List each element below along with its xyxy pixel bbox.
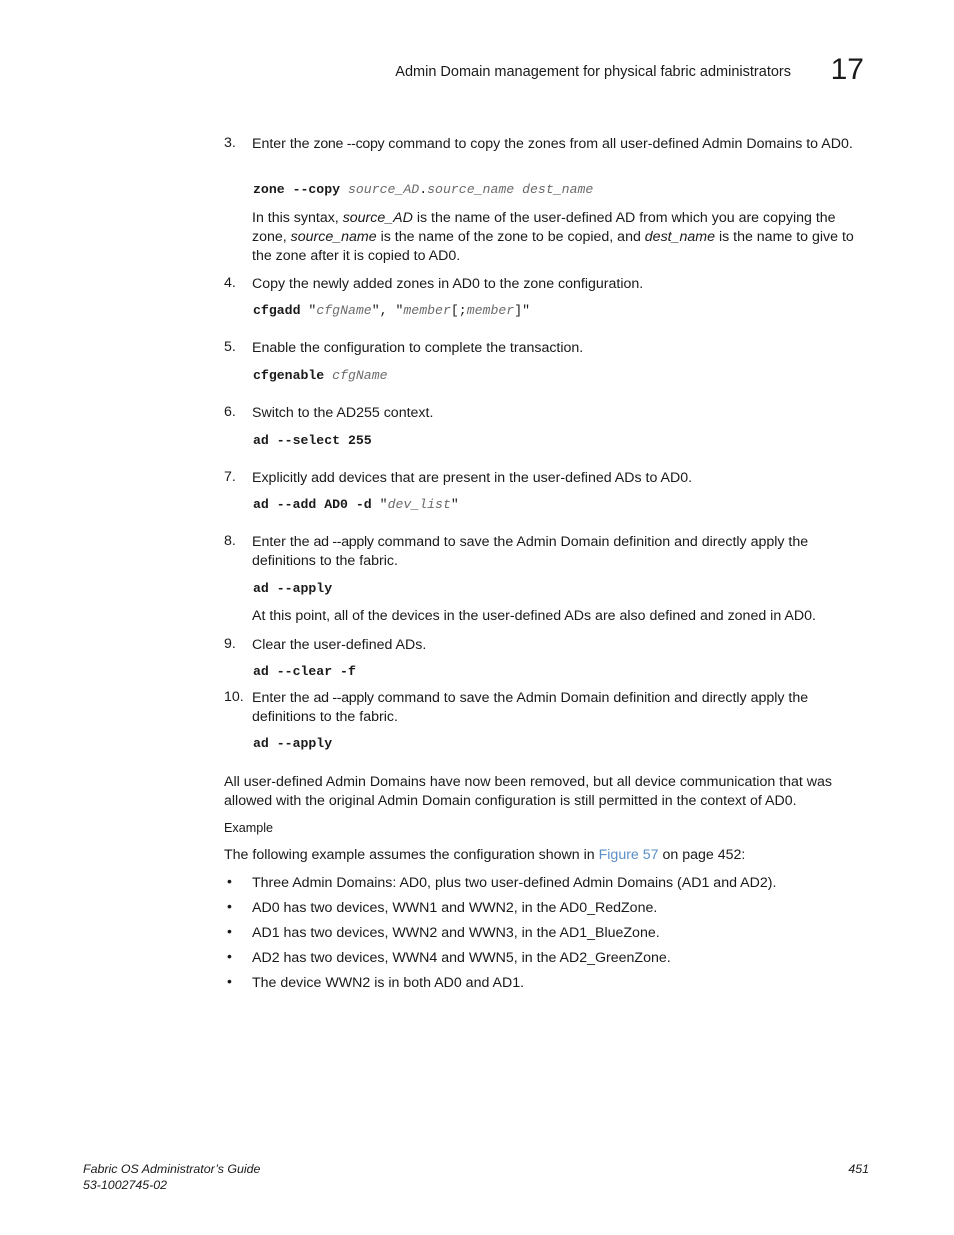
- step-8-note: At this point, all of the devices in the user-defined ADs are also defined and zoned in AD0.: [252, 608, 816, 624]
- step-5-code: cfgenable cfgName: [253, 368, 388, 383]
- step-9-number: 9.: [224, 636, 236, 652]
- bullet-icon: •: [227, 873, 232, 889]
- step-7-text: Explicitly add devices that are present in the user-defined ADs to AD0.: [252, 470, 693, 486]
- step-9-text: Clear the user-defined ADs.: [252, 637, 427, 653]
- chapter-number: 17: [830, 53, 864, 86]
- step-8-code: ad --apply: [253, 581, 333, 596]
- step-3-code: zone --copy source_AD.source_name dest_name: [253, 182, 594, 197]
- summary-paragraph: All user-defined Admin Domains have now been removed, but all device communication that was allowed with the original Admin Domain configuration is still permitted in the context of AD0.: [224, 774, 833, 809]
- step-4-text: Copy the newly added zones in AD0 to the zone configuration.: [252, 276, 644, 292]
- list-item: AD0 has two devices, WWN1 and WWN2, in the AD0_RedZone.: [252, 900, 658, 916]
- step-5-number: 5.: [224, 339, 236, 355]
- step-4-number: 4.: [224, 275, 236, 291]
- step-5-text: Enable the configuration to complete the transaction.: [252, 340, 584, 356]
- step-7-number: 7.: [224, 469, 236, 485]
- step-8-text: Enter the ad --apply command to save the Admin Domain definition and directly apply the definitions to the fabric.: [252, 534, 809, 569]
- list-item: The device WWN2 is in both AD0 and AD1.: [252, 975, 525, 991]
- step-9-code: ad --clear -f: [253, 664, 356, 679]
- list-item: Three Admin Domains: AD0, plus two user-defined Admin Domains (AD1 and AD2).: [252, 875, 777, 891]
- footer-guide-title: Fabric OS Administrator’s Guide: [83, 1162, 261, 1176]
- bullet-icon: •: [227, 898, 232, 914]
- step-3-number: 3.: [224, 135, 236, 151]
- running-header-title: Admin Domain management for physical fabric administrators: [395, 64, 791, 80]
- bullet-icon: •: [227, 948, 232, 964]
- step-8-number: 8.: [224, 533, 236, 549]
- list-item: AD1 has two devices, WWN2 and WWN3, in the AD1_BlueZone.: [252, 925, 660, 941]
- figure-link[interactable]: Figure 57: [598, 847, 659, 863]
- step-6-number: 6.: [224, 404, 236, 420]
- command-name: zone --copy: [313, 136, 385, 152]
- command-name: ad --apply: [313, 690, 374, 706]
- step-10-number: 10.: [224, 689, 244, 705]
- step-6-code: ad --select 255: [253, 433, 372, 448]
- list-item: AD2 has two devices, WWN4 and WWN5, in the AD2_GreenZone.: [252, 950, 671, 966]
- step-4-code: cfgadd "cfgName", "member[;member]": [253, 303, 531, 318]
- footer-page-number: 451: [848, 1162, 869, 1176]
- bullet-icon: •: [227, 923, 232, 939]
- step-10-text: Enter the ad --apply command to save the Admin Domain definition and directly apply the definitions to the fabric.: [252, 690, 809, 725]
- step-7-code: ad --add AD0 -d "dev_list": [253, 497, 459, 512]
- command-name: ad --apply: [313, 534, 374, 550]
- footer-doc-number: 53-1002745-02: [83, 1178, 168, 1192]
- bullet-icon: •: [227, 973, 232, 989]
- example-intro: The following example assumes the configuration shown in Figure 57 on page 452:: [224, 847, 746, 863]
- example-heading: Example: [224, 821, 273, 835]
- step-10-code: ad --apply: [253, 736, 333, 751]
- step-6-text: Switch to the AD255 context.: [252, 405, 434, 421]
- step-3-syntax-description: In this syntax, source_AD is the name of the user-defined AD from which you are copying the zone, source_name is the name of the zone to be copied, and dest_name is the name to give to the zone after it is copied to AD0.: [252, 210, 854, 264]
- step-3-text: Enter the zone --copy command to copy the zones from all user-defined Admin Domains to AD0.: [252, 136, 853, 152]
